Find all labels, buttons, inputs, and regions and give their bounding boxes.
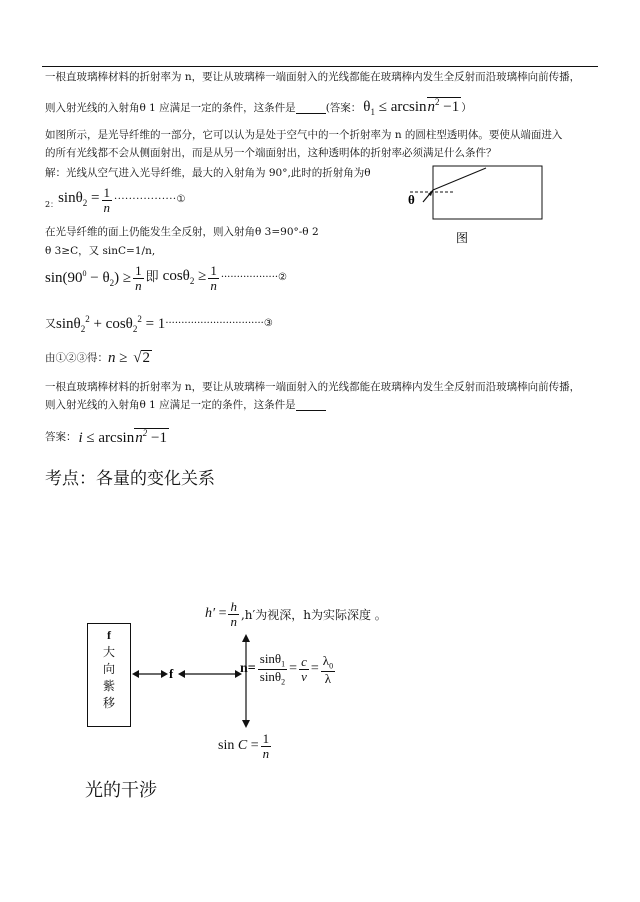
answer-blank [296,400,326,411]
optical-fiber-figure [400,160,560,250]
problem1-line2 [45,97,472,119]
frequency-box [87,623,131,727]
problem3-line1: 一根直玻璃棒材料的折射率为 n，要让从玻璃棒一端面射入的光线都能在玻璃棒内发生全反射而沿玻璃棒向前传播， [45,381,581,393]
arrow-left-icon [132,670,139,678]
arrow-left-icon [178,670,185,678]
eq3-prefix: 又 [45,317,56,330]
answer-blank [296,103,326,114]
problem1-answer-open: (答案： [325,102,362,114]
figure-theta: θ [408,192,415,207]
result-prefix: 由①②③得： [45,352,108,364]
arrow-up-icon [242,634,250,642]
box-char-4: 移 [102,696,115,710]
result-line: 由①②③得： n ≥ √2 [45,350,150,366]
figure-caption: 图 [456,231,469,245]
top-rule [42,66,598,67]
f-label: f [169,666,174,681]
n-label: n= [240,661,256,677]
problem2-solution-line2: 在光导纤维的面上仍能发生全反射，则入射角θ 3=90°-θ 2 [45,226,319,238]
section-title-interference: 光的干涉 [85,780,157,801]
equation-2: $\sin(90^0 - \theta_2)$ ≥ $\frac{1}{n}$ 即 cosθ$_2$ ≥ $\frac{1}{n}$ ··················② [45,263,288,293]
box-f-label: f [107,628,111,642]
problem3-answer-prefix: 答案： [45,431,77,443]
problem3-answer: 答案： i ≤ arcsinn$^2$ −1 [45,428,167,446]
arrow-right-icon [161,670,168,678]
problem2-solution-line1: 解：光线从空气进入光导纤维，最大的入射角为 90°,此时的折射角为θ [45,167,371,179]
problem3-line2 [45,398,326,412]
problem1-question: 则入射光线的入射角θ 1 应满足一定的条件，这条件是 [45,102,296,114]
box-char-2: 向 [102,662,115,676]
critical-angle-formula: sin C = $\frac{1}{n}$ [218,731,270,761]
equation-1: 2： sinθ$_2$ = $\frac{1}{n}$ ·················① [45,185,187,215]
problem2-solution-line3: θ 3≥C，又 sinC=1/n, [45,245,156,257]
eq1-prefix: 2： [45,200,59,210]
box-char-1: 大 [102,645,115,659]
problem3-question: 则入射光线的入射角θ 1 应满足一定的条件，这条件是 [45,399,296,411]
arrow-down-icon [242,720,250,728]
equation-3: 又 sinθ$_2^2$ + cosθ$_2^2$ = 1 ·······························③ [45,314,273,334]
problem1-line1: 一根直玻璃棒材料的折射率为 n，要让从玻璃棒一端面射入的光线都能在玻璃棒内发生全反射而沿玻璃棒向前传播， [45,71,581,83]
n-formula: n= $\frac{\sin\theta_1}{\sin\theta_2}$ = $\frac{c}{v}$ = $\frac{\lambda_0}{\lambda}$ [240,651,334,687]
problem2-line2: 的所有光线都不会从侧面射出，而是从另一个端面射出，这种透明体的折射率必须满足什么条件？ [45,147,497,159]
depth-formula: h′ = $\frac{h}{n}$ ,h′为视深，h为实际深度 。 [205,599,387,629]
box-char-3: 紫 [102,679,115,693]
fiber-rect [433,166,542,219]
problem2-line1: 如图所示，是光导纤维的一部分，它可以认为是处于空气中的一个折射率为 n 的圆柱型透明体。要使从端面进入 [45,129,563,141]
section-title-variation: 考点：各量的变化关系 [45,469,215,489]
incident-ray [433,168,486,190]
depth-text: ,h′为视深，h为实际深度 。 [240,607,387,622]
problem1-answer-formula: $\theta_1 \le \arcsin n^2 -1$ [363,97,460,117]
problem1-answer-close: ） [461,102,472,114]
